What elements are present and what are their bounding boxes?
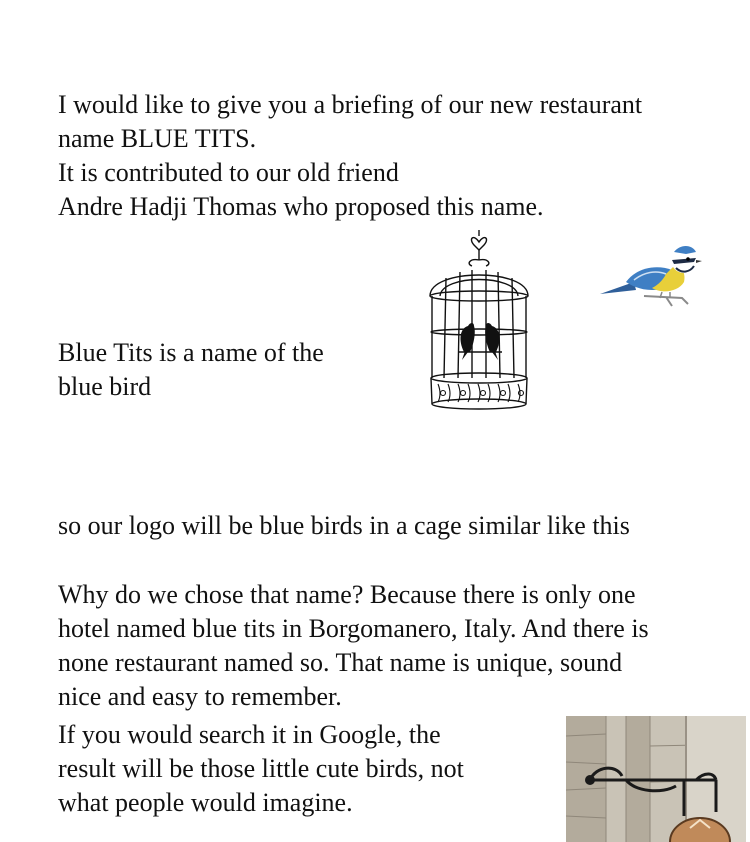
birdcage-icon bbox=[418, 228, 540, 418]
intro-line: name BLUE TITS. bbox=[58, 124, 257, 153]
why-line: nice and easy to remember. bbox=[58, 682, 342, 711]
why-line: Why do we chose that name? Because there is only one bbox=[58, 580, 636, 609]
bird-description bbox=[58, 336, 324, 404]
intro-line: I would like to give you a briefing of our new restaurant bbox=[58, 90, 643, 119]
search-line: If you would search it in Google, the bbox=[58, 720, 441, 749]
why-line: none restaurant named so. That name is unique, sound bbox=[58, 648, 623, 677]
hanging-sign-photo bbox=[566, 716, 746, 842]
search-paragraph bbox=[58, 718, 464, 820]
why-paragraph bbox=[58, 578, 649, 714]
logo-statement: so our logo will be blue birds in a cage similar like this bbox=[58, 511, 630, 540]
intro-line: It is contributed to our old friend bbox=[58, 158, 399, 187]
bird-description-line: blue bird bbox=[58, 372, 152, 401]
intro-paragraph bbox=[58, 88, 642, 224]
search-line: result will be those little cute birds, not bbox=[58, 754, 464, 783]
bird-description-line: Blue Tits is a name of the bbox=[58, 338, 324, 367]
intro-line: Andre Hadji Thomas who proposed this name. bbox=[58, 192, 544, 221]
blue-tit-bird-icon bbox=[596, 238, 704, 314]
why-line: hotel named blue tits in Borgomanero, Italy. And there is bbox=[58, 614, 649, 643]
search-line: what people would imagine. bbox=[58, 788, 353, 817]
